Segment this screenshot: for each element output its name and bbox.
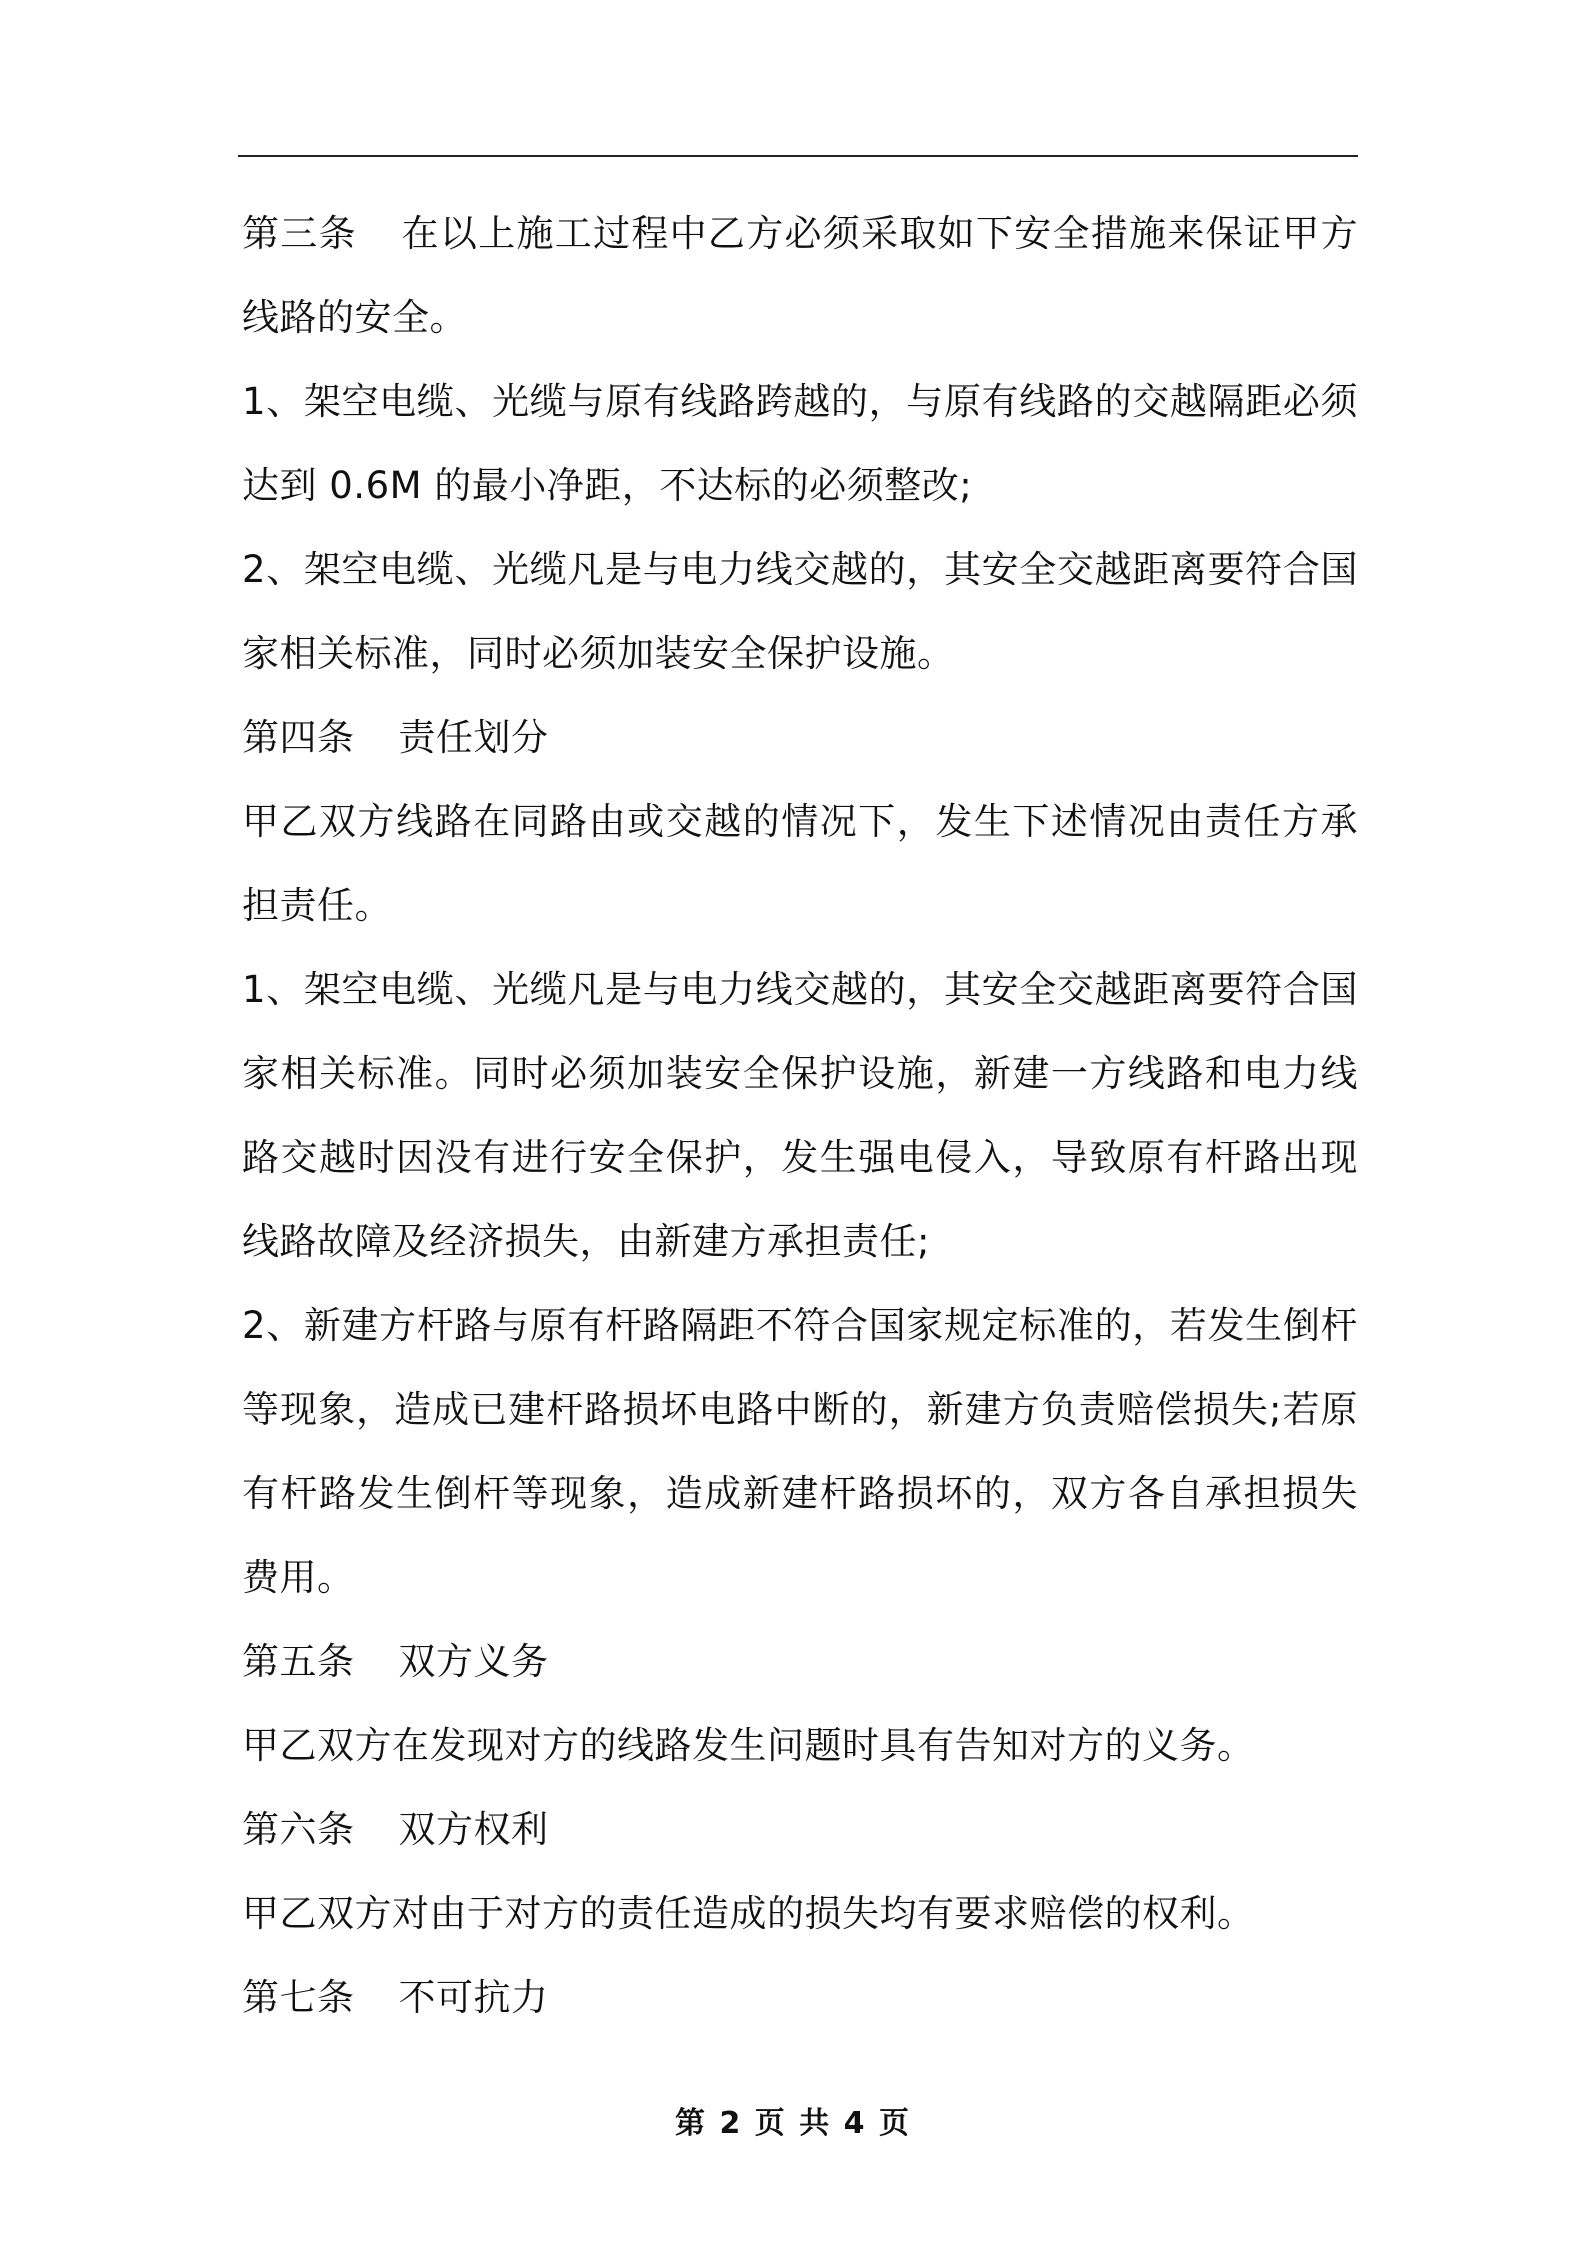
article7-heading: 第七条 (242, 1976, 355, 2019)
article3-text: 在以上施工过程中乙方必须采取如下安全措施来保证甲方线路的安全。 (242, 212, 1359, 339)
article4-item-1: 1、架空电缆、光缆凡是与电力线交越的，其安全交越距离要符合国家相关标准。同时必须加装安全保护设施，新建一方线路和电力线路交越时因没有进行安全保护，发生强电侵入，导致原有杆路出现线路故障及经济损失，由新建方承担责任; (242, 968, 1358, 1263)
article4-heading: 第四条 (242, 716, 355, 759)
article5-title-line (242, 1620, 1358, 1704)
article4-intro: 甲乙双方线路在同路由或交越的情况下，发生下述情况由责任方承担责任。 (242, 800, 1358, 927)
article3-heading: 第三条 (242, 212, 357, 255)
document-body (242, 192, 1358, 2040)
header-rule (238, 155, 1358, 157)
article4-title: 责任划分 (398, 716, 549, 759)
article4-title-line (242, 696, 1358, 780)
article3-item-2: 2、架空电缆、光缆凡是与电力线交越的，其安全交越距离要符合国家相关标准，同时必须加装安全保护设施。 (242, 548, 1358, 675)
article5-title: 双方义务 (398, 1640, 549, 1683)
article7-title: 不可抗力 (398, 1976, 549, 2019)
page-number: 第 2 页 共 4 页 (675, 2106, 911, 2141)
article3-paragraph (242, 192, 1358, 360)
article5-heading: 第五条 (242, 1640, 355, 1683)
article7-title-line (242, 1956, 1358, 2040)
article6-title: 双方权利 (398, 1808, 549, 1851)
article6-heading: 第六条 (242, 1808, 355, 1851)
article4-item-2: 2、新建方杆路与原有杆路隔距不符合国家规定标准的，若发生倒杆等现象，造成已建杆路损坏电路中断的，新建方负责赔偿损失;若原有杆路发生倒杆等现象，造成新建杆路损坏的，双方各自承担损失费用。 (242, 1304, 1358, 1599)
article6-title-line (242, 1788, 1358, 1872)
article6-text: 甲乙双方对由于对方的责任造成的损失均有要求赔偿的权利。 (242, 1892, 1255, 1935)
article5-text: 甲乙双方在发现对方的线路发生问题时具有告知对方的义务。 (242, 1724, 1255, 1767)
article3-item-1: 1、架空电缆、光缆与原有线路跨越的，与原有线路的交越隔距必须达到 0.6M 的最小净距，不达标的必须整改; (242, 380, 1358, 507)
